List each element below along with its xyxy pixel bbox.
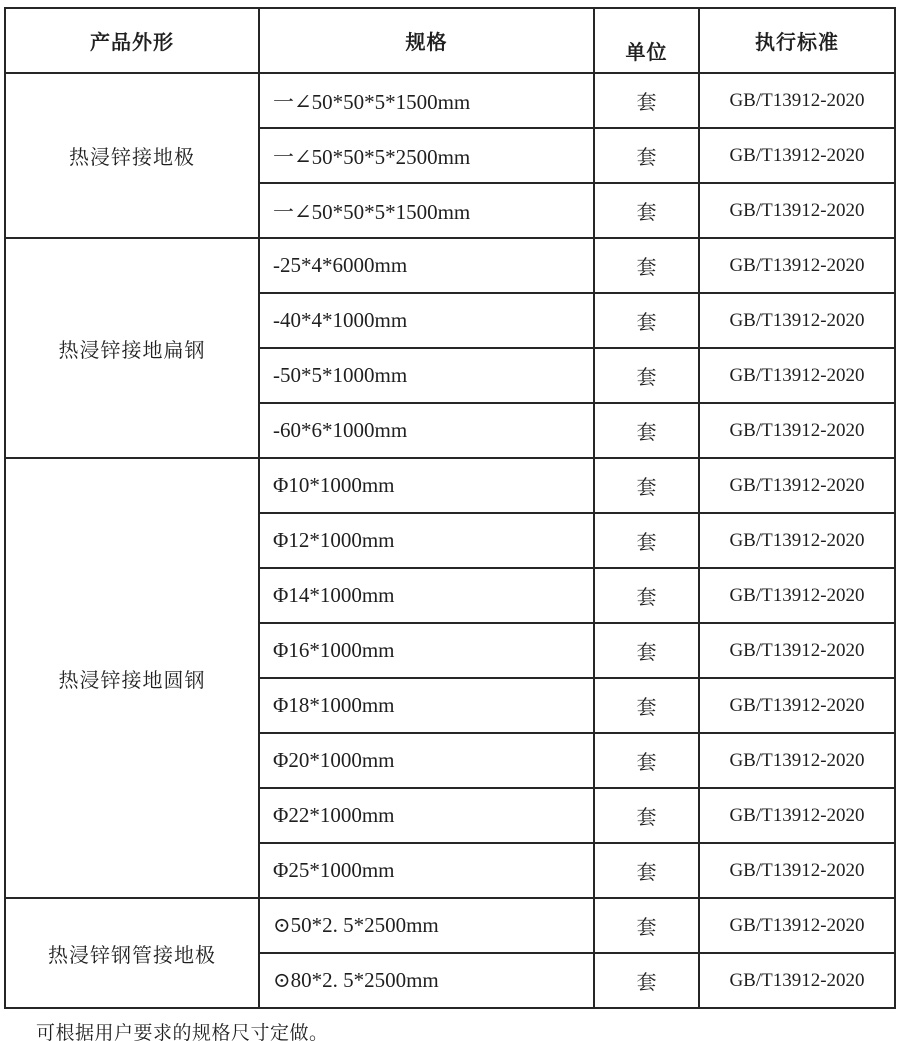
- unit-cell: 套: [594, 513, 699, 568]
- product-cell: 热浸锌接地圆钢: [5, 458, 259, 898]
- spec-cell: 一∠50*50*5*1500mm: [259, 183, 594, 238]
- spec-cell: 一∠50*50*5*1500mm: [259, 73, 594, 128]
- spec-cell: ⊙80*2. 5*2500mm: [259, 953, 594, 1008]
- spec-cell: -60*6*1000mm: [259, 403, 594, 458]
- table-row: [5, 458, 895, 513]
- unit-cell: 套: [594, 678, 699, 733]
- spec-cell: 一∠50*50*5*2500mm: [259, 128, 594, 183]
- standard-cell: GB/T13912-2020: [699, 128, 895, 183]
- standard-cell: GB/T13912-2020: [699, 678, 895, 733]
- header-standard: 执行标准: [699, 8, 895, 73]
- product-spec-table: [4, 7, 896, 1009]
- product-cell: 热浸锌接地极: [5, 73, 259, 238]
- spec-cell: Φ20*1000mm: [259, 733, 594, 788]
- standard-cell: GB/T13912-2020: [699, 788, 895, 843]
- unit-cell: 套: [594, 733, 699, 788]
- spec-cell: Φ10*1000mm: [259, 458, 594, 513]
- spec-cell: -40*4*1000mm: [259, 293, 594, 348]
- spec-cell: Φ22*1000mm: [259, 788, 594, 843]
- header-unit: 单位: [594, 8, 699, 73]
- spec-cell: -50*5*1000mm: [259, 348, 594, 403]
- standard-cell: GB/T13912-2020: [699, 348, 895, 403]
- table-row: [5, 898, 895, 953]
- unit-cell: 套: [594, 238, 699, 293]
- header-row: [5, 8, 895, 73]
- unit-cell: 套: [594, 788, 699, 843]
- standard-cell: GB/T13912-2020: [699, 733, 895, 788]
- unit-cell: 套: [594, 183, 699, 238]
- spec-cell: Φ16*1000mm: [259, 623, 594, 678]
- unit-cell: 套: [594, 293, 699, 348]
- spec-cell: Φ18*1000mm: [259, 678, 594, 733]
- custom-size-note: 可根据用户要求的规格尺寸定做。: [36, 1023, 329, 1041]
- spec-cell: Φ25*1000mm: [259, 843, 594, 898]
- header-spec: 规格: [259, 8, 594, 73]
- standard-cell: GB/T13912-2020: [699, 238, 895, 293]
- standard-cell: GB/T13912-2020: [699, 403, 895, 458]
- unit-cell: 套: [594, 348, 699, 403]
- header-product-shape: 产品外形: [5, 8, 259, 73]
- standard-cell: GB/T13912-2020: [699, 458, 895, 513]
- unit-cell: 套: [594, 623, 699, 678]
- unit-cell: 套: [594, 458, 699, 513]
- standard-cell: GB/T13912-2020: [699, 623, 895, 678]
- standard-cell: GB/T13912-2020: [699, 843, 895, 898]
- unit-cell: 套: [594, 568, 699, 623]
- unit-cell: 套: [594, 898, 699, 953]
- table-row: [5, 238, 895, 293]
- product-cell: 热浸锌钢管接地极: [5, 898, 259, 1008]
- spec-cell: -25*4*6000mm: [259, 238, 594, 293]
- standard-cell: GB/T13912-2020: [699, 568, 895, 623]
- unit-cell: 套: [594, 843, 699, 898]
- table-row: [5, 73, 895, 128]
- product-cell: 热浸锌接地扁钢: [5, 238, 259, 458]
- standard-cell: GB/T13912-2020: [699, 73, 895, 128]
- unit-cell: 套: [594, 128, 699, 183]
- spec-cell: Φ14*1000mm: [259, 568, 594, 623]
- spec-cell: Φ12*1000mm: [259, 513, 594, 568]
- standard-cell: GB/T13912-2020: [699, 953, 895, 1008]
- standard-cell: GB/T13912-2020: [699, 513, 895, 568]
- unit-cell: 套: [594, 953, 699, 1008]
- standard-cell: GB/T13912-2020: [699, 183, 895, 238]
- standard-cell: GB/T13912-2020: [699, 293, 895, 348]
- spec-cell: ⊙50*2. 5*2500mm: [259, 898, 594, 953]
- unit-cell: 套: [594, 403, 699, 458]
- standard-cell: GB/T13912-2020: [699, 898, 895, 953]
- unit-cell: 套: [594, 73, 699, 128]
